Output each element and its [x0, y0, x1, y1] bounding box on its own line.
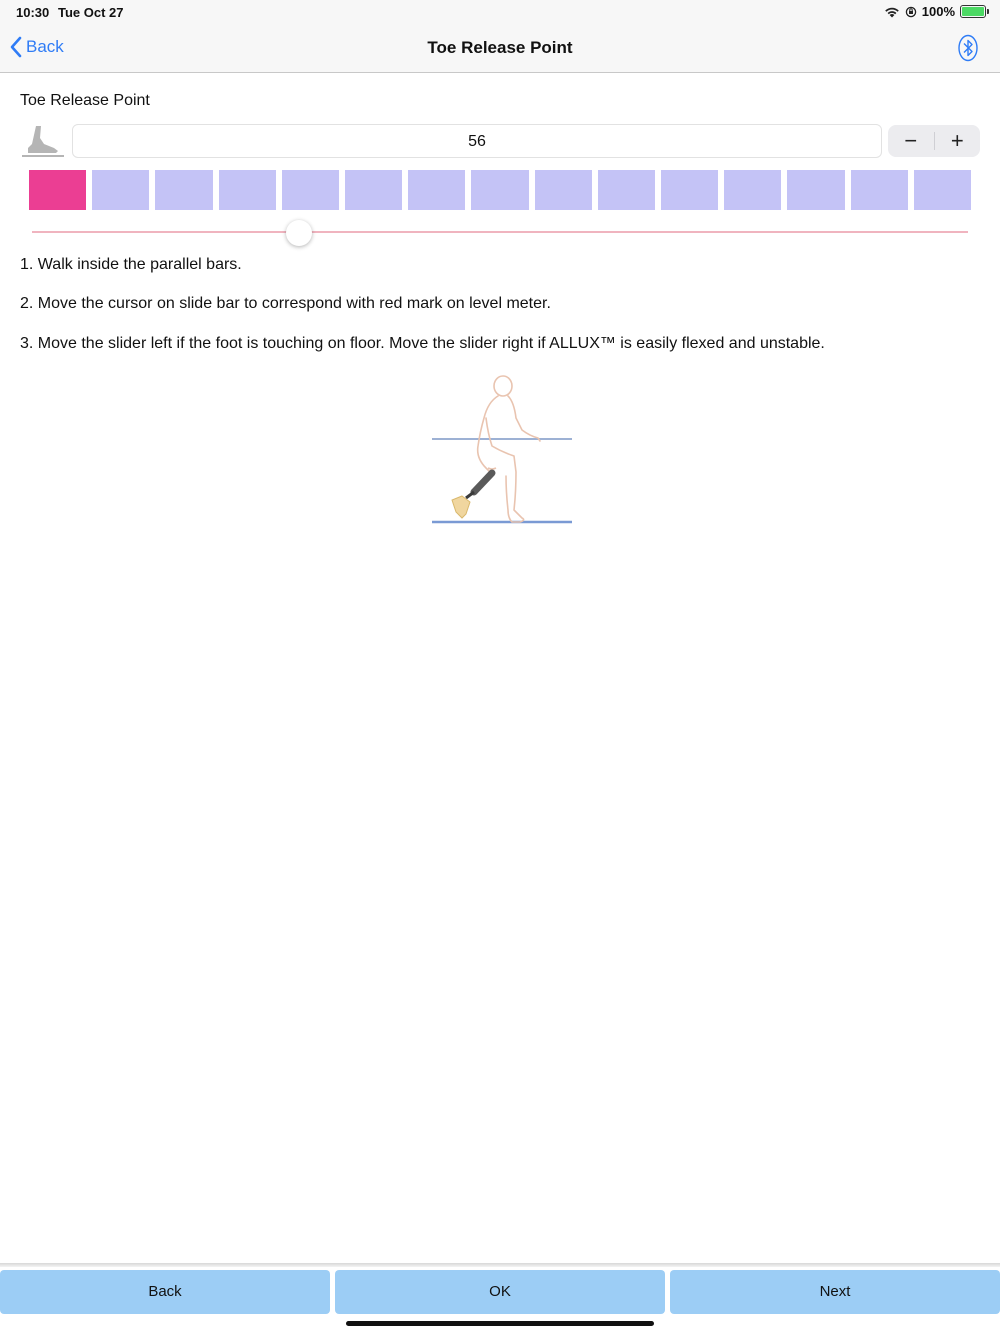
navigation-bar [0, 24, 1000, 73]
battery-charging-icon [960, 5, 986, 18]
level-meter [29, 170, 971, 210]
level-meter-segment [282, 170, 339, 210]
level-meter-segment [535, 170, 592, 210]
ok-button[interactable]: OK [335, 1270, 665, 1314]
prosthetic-walking-figure [430, 372, 575, 528]
wifi-icon [884, 6, 900, 18]
slider-thumb[interactable] [286, 220, 312, 246]
bluetooth-icon[interactable] [958, 34, 978, 62]
level-meter-segment [155, 170, 212, 210]
level-meter-segment [724, 170, 781, 210]
level-meter-segment [661, 170, 718, 210]
foot-icon [20, 124, 66, 158]
slider-track [32, 231, 968, 233]
nav-back-label: Back [26, 37, 64, 56]
instruction-step-1: 1. Walk inside the parallel bars. [20, 256, 242, 273]
level-meter-segment [219, 170, 276, 210]
level-meter-segment [598, 170, 655, 210]
level-meter-segment [92, 170, 149, 210]
decrement-button[interactable]: − [904, 128, 918, 153]
home-indicator [346, 1321, 654, 1326]
level-meter-segment [408, 170, 465, 210]
release-point-slider[interactable] [32, 220, 968, 246]
status-indicators [884, 4, 986, 19]
level-meter-segment [914, 170, 971, 210]
level-meter-segment-active [29, 170, 86, 210]
status-bar [0, 0, 1000, 24]
content-divider [0, 1263, 1000, 1267]
next-button[interactable]: Next [670, 1270, 1000, 1314]
value-stepper [888, 125, 980, 157]
increment-button[interactable]: + [950, 128, 964, 153]
orientation-lock-icon [905, 6, 917, 18]
level-meter-segment [787, 170, 844, 210]
level-meter-segment [471, 170, 528, 210]
value-field[interactable]: 56 [72, 124, 882, 158]
page-title: Toe Release Point [427, 38, 573, 57]
level-meter-segment [851, 170, 908, 210]
status-time: 10:30 [16, 5, 50, 20]
status-date: Tue Oct 27 [58, 5, 124, 20]
instruction-step-3: 3. Move the slider left if the foot is touching on floor. Move the slider right if ALLUX™ is easily flexed and unstable. [20, 335, 825, 352]
level-meter-segment [345, 170, 402, 210]
back-button[interactable]: Back [0, 1270, 330, 1314]
instruction-step-2: 2. Move the cursor on slide bar to correspond with red mark on level meter. [20, 295, 551, 312]
battery-percent: 100% [921, 4, 955, 19]
setting-label: Toe Release Point [20, 92, 150, 109]
